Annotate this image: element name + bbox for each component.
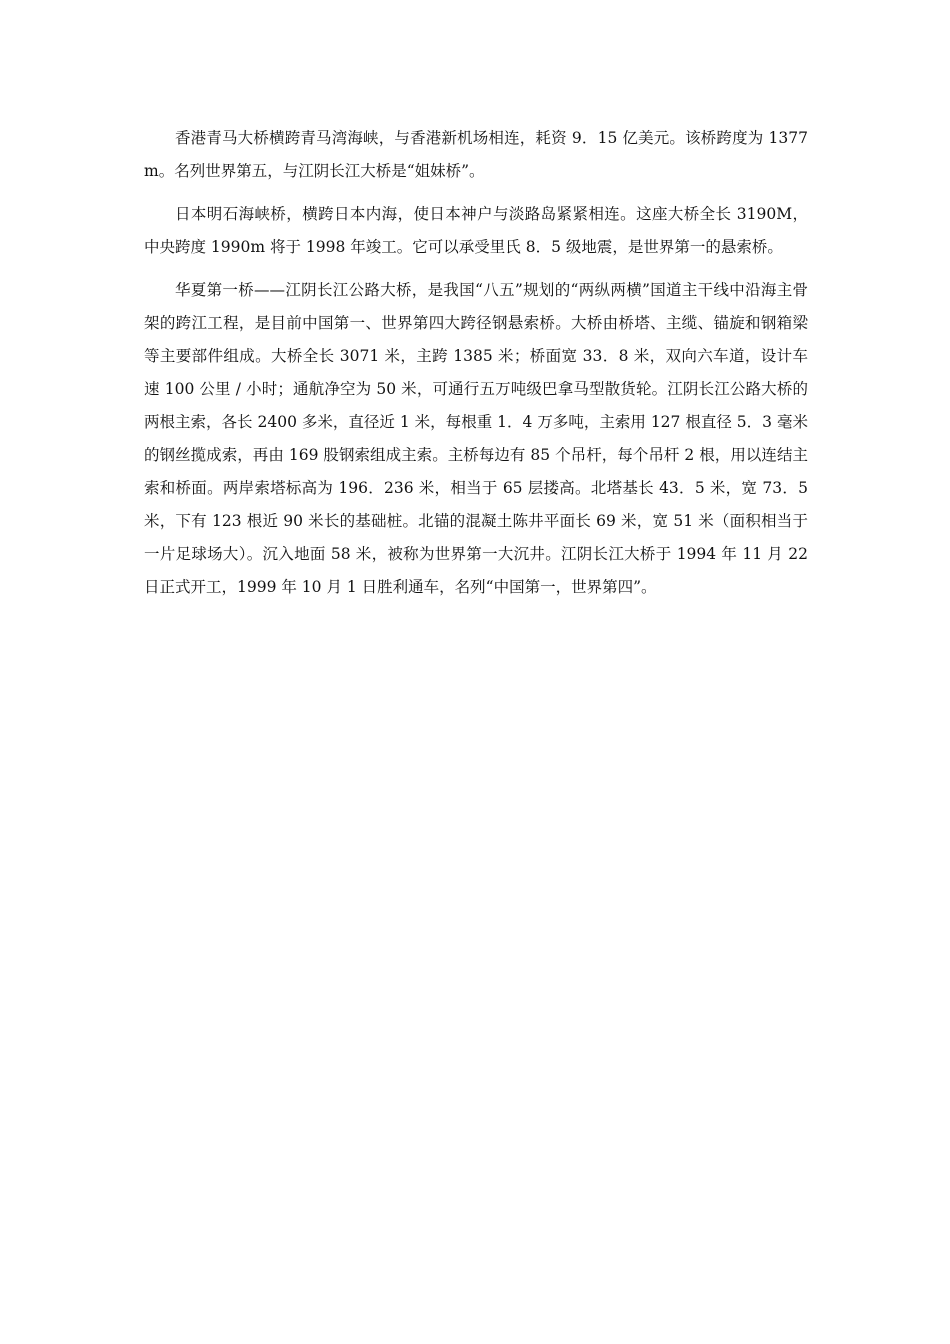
paragraph-akashi-kaikyo-bridge: 日本明石海峡桥，横跨日本内海，使日本神户与淡路岛紧紧相连。这座大桥全长 3190M，中央跨度 1990m 将于 1998 年竣工。它可以承受里氏 8．5 级地震，是世界第一的悬索桥。 — [144, 205, 808, 256]
paragraph-jiangyin-bridge: 华夏第一桥——江阴长江公路大桥，是我国“八五”规划的“两纵两横”国道主干线中沿海主骨架的跨江工程，是目前中国第一、世界第四大跨径钢悬索桥。大桥由桥塔、主缆、锚旋和钢箱梁等主要部件组成。大桥全长 3071 米，主跨 1385 米；桥面宽 33．8 米，双向六车道，设计车速 100 公里 / 小时；通航净空为 50 米，可通行五万吨级巴拿马型散货轮。江阴长江公路大桥的两根主索，各长 2400 多米，直径近 1 米，每根重 1．4 万多吨，主索用 127 根直径 5．3 毫米的钢丝揽成索，再由 169 股钢索组成主索。主桥每边有 85 个吊杆，每个吊杆 2 根，用以连结主索和桥面。两岸索塔标高为 196．236 米，相当于 65 层搂高。北塔基长 43．5 米，宽 73．5 米，下有 123 根近 90 米长的基础桩。北锚的混凝土陈井平面长 69 米，宽 51 米（面积相当于一片足球场大）。沉入地面 58 米，被称为世界第一大沉井。江阴长江大桥于 1994 年 11 月 22 日正式开工，1999 年 10 月 1 日胜利通车，名列“中国第一，世界第四”。 — [144, 281, 808, 596]
paragraph-tsing-ma-bridge: 香港青马大桥横跨青马湾海峡，与香港新机场相连，耗资 9．15 亿美元。该桥跨度为 1377m。名列世界第五，与江阴长江大桥是“姐妹桥”。 — [144, 129, 808, 180]
document-body — [144, 122, 808, 614]
